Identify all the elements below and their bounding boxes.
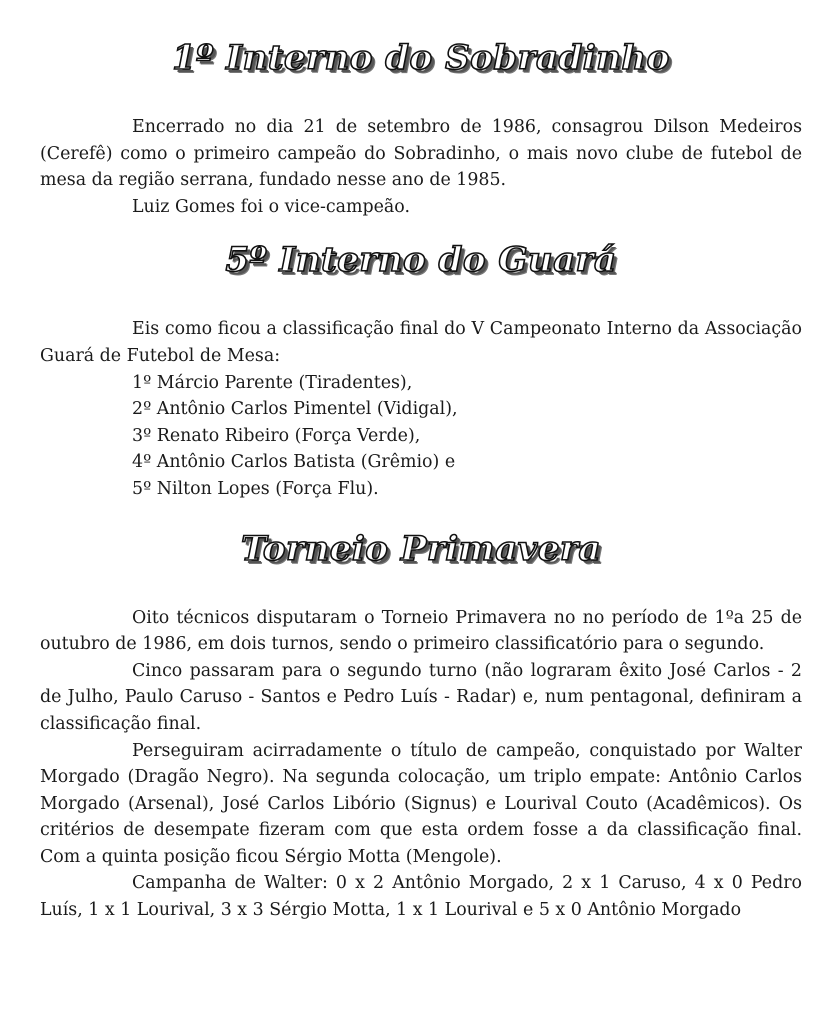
paragraph: Campanha de Walter: 0 x 2 Antônio Morgado, 2 x 1 Caruso, 4 x 0 Pedro Luís, 1 x 1 Lourival, 3 x 3 Sérgio Motta, 1 x 1 Lourival e 5 x 0 Antônio Morgado: [40, 873, 802, 921]
section-title-sobradinho: 1º Interno do Sobradinho: [172, 38, 670, 78]
paragraph: Cinco passaram para o segundo turno (não lograram êxito José Carlos - 2 de Julho, Paulo Caruso - Santos e Pedro Luís - Radar) e, num pentagonal, definiram a classificação final.: [40, 660, 802, 734]
paragraph: Oito técnicos disputaram o Torneio Primavera no no período de 1ºa 25 de outubro de 1986, em dois turnos, sendo o primeiro classificatório para o segundo.: [40, 607, 802, 655]
section-title-primavera: Torneio Primavera: [240, 528, 601, 569]
paragraph: Eis como ficou a classificação final do V Campeonato Interno da Associação Guará de Futebol de Mesa:: [40, 319, 802, 366]
paragraph: Luiz Gomes foi o vice-campeão.: [132, 196, 410, 217]
section-body-primavera: [40, 605, 802, 924]
paragraph: Perseguiram acirradamente o título de campeão, conquistado por Walter Morgado (Dragão Negro). Na segunda colocação, um triplo empate: Antônio Carlos Morgado (Arsenal), José Carlos Libório (Signus) e Lourival Couto (Acadêmicos). Os critérios de desempate fizeram com que esta ordem fosse a da classificação final. Com a quinta posição ficou Sérgio Motta (Mengole).: [40, 740, 802, 867]
ranking-item: 5º Nilton Lopes (Força Flu).: [132, 478, 379, 499]
document-page: [40, 0, 802, 924]
ranking-item: 2º Antônio Carlos Pimentel (Vidigal),: [132, 399, 458, 420]
paragraph: Encerrado no dia 21 de setembro de 1986, consagrou Dilson Medeiros (Cerefê) como o primeiro campeão do Sobradinho, o mais novo clube de futebol de mesa da região serrana, fundado nesse ano de 1985.: [40, 117, 802, 191]
section-body-guara: [40, 316, 802, 502]
ranking-item: 3º Renato Ribeiro (Força Verde),: [132, 425, 421, 446]
ranking-item: 4º Antônio Carlos Batista (Grêmio) e: [132, 452, 456, 473]
ranking-list: [40, 370, 802, 503]
section-body-sobradinho: [40, 114, 802, 220]
section-title-guara: 5º Interno do Guará: [225, 240, 617, 281]
ranking-item: 1º Márcio Parente (Tiradentes),: [132, 372, 413, 393]
